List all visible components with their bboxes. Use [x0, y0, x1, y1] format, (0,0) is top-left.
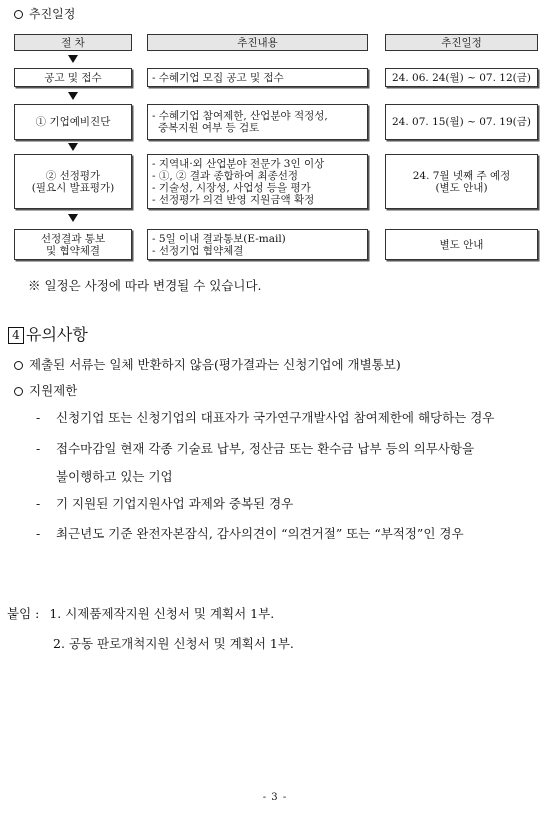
restriction-item-2: - 접수마감일 현재 각종 기술료 납부, 정산금 또는 환수금 납부 등의 의무사항을 [36, 441, 475, 456]
page-number: - 3 - [262, 792, 288, 803]
content-box-3: - 지역내·외 산업분야 전문가 3인 이상 - ①, ② 결과 종합하여 최종선정 - 기술성, 시장성, 사업성 등을 평가 - 선정평가 의견 반영 지원금액 확정 [147, 154, 368, 209]
hollow-circle-icon [14, 387, 23, 396]
down-arrow-icon [68, 55, 78, 63]
step-box-3: ② 선정평가 (필요시 발표평가) [14, 154, 132, 209]
step-box-2: ① 기업예비진단 [14, 104, 132, 140]
step-box-4: 선정결과 통보 및 협약체결 [14, 229, 132, 260]
restriction-item-2-cont: 불이행하고 있는 기업 [56, 469, 173, 484]
schedule-note: ※ 일정은 사정에 따라 변경될 수 있습니다. [28, 278, 262, 293]
down-arrow-icon [68, 214, 78, 222]
date-box-1: 24. 06. 24(월) ~ 07. 12(금) [385, 68, 538, 87]
notice-item-2: 지원제한 [14, 381, 77, 399]
notice-heading: 4 유의사항 [8, 322, 88, 345]
header-content: 추진내용 [147, 34, 368, 51]
header-step: 절 차 [14, 34, 132, 51]
attachment-line-2: 2. 공동 판로개척지원 신청서 및 계획서 1부. [53, 636, 294, 651]
content-box-4: - 5일 이내 결과통보(E-mail) - 선정기업 협약체결 [147, 229, 368, 260]
hollow-circle-icon [14, 361, 23, 370]
hollow-circle-icon [14, 10, 23, 19]
down-arrow-icon [68, 92, 78, 100]
restriction-item-1: - 신청기업 또는 신청기업의 대표자가 국가연구개발사업 참여제한에 해당하는 경우 [36, 410, 495, 425]
date-box-2: 24. 07. 15(월) ~ 07. 19(금) [385, 104, 538, 140]
step-box-1: 공고 및 접수 [14, 68, 132, 87]
notice-item-1: 제출된 서류는 일체 반환하지 않음(평가결과는 신청기업에 개별통보) [14, 355, 401, 373]
content-box-1: - 수혜기업 모집 공고 및 접수 [147, 68, 368, 87]
restriction-item-3: - 기 지원된 기업지원사업 과제와 중복된 경우 [36, 496, 294, 511]
section-number-box: 4 [8, 327, 24, 344]
attachment-line-1: 붙임 : 1. 시제품제작지원 신청서 및 계획서 1부. [7, 606, 275, 621]
down-arrow-icon [68, 143, 78, 151]
header-date: 추진일정 [385, 34, 538, 51]
schedule-section-title: 추진일정 [14, 5, 75, 22]
restriction-item-4: - 최근년도 기준 완전자본잠식, 감사의견이 “의견거절” 또는 “부적정”인 경우 [36, 526, 464, 541]
content-box-2: - 수혜기업 참여제한, 산업분야 적정성, 중복지원 여부 등 검토 [147, 104, 368, 140]
date-box-3: 24. 7월 넷째 주 예정 (별도 안내) [385, 154, 538, 209]
date-box-4: 별도 안내 [385, 229, 538, 260]
